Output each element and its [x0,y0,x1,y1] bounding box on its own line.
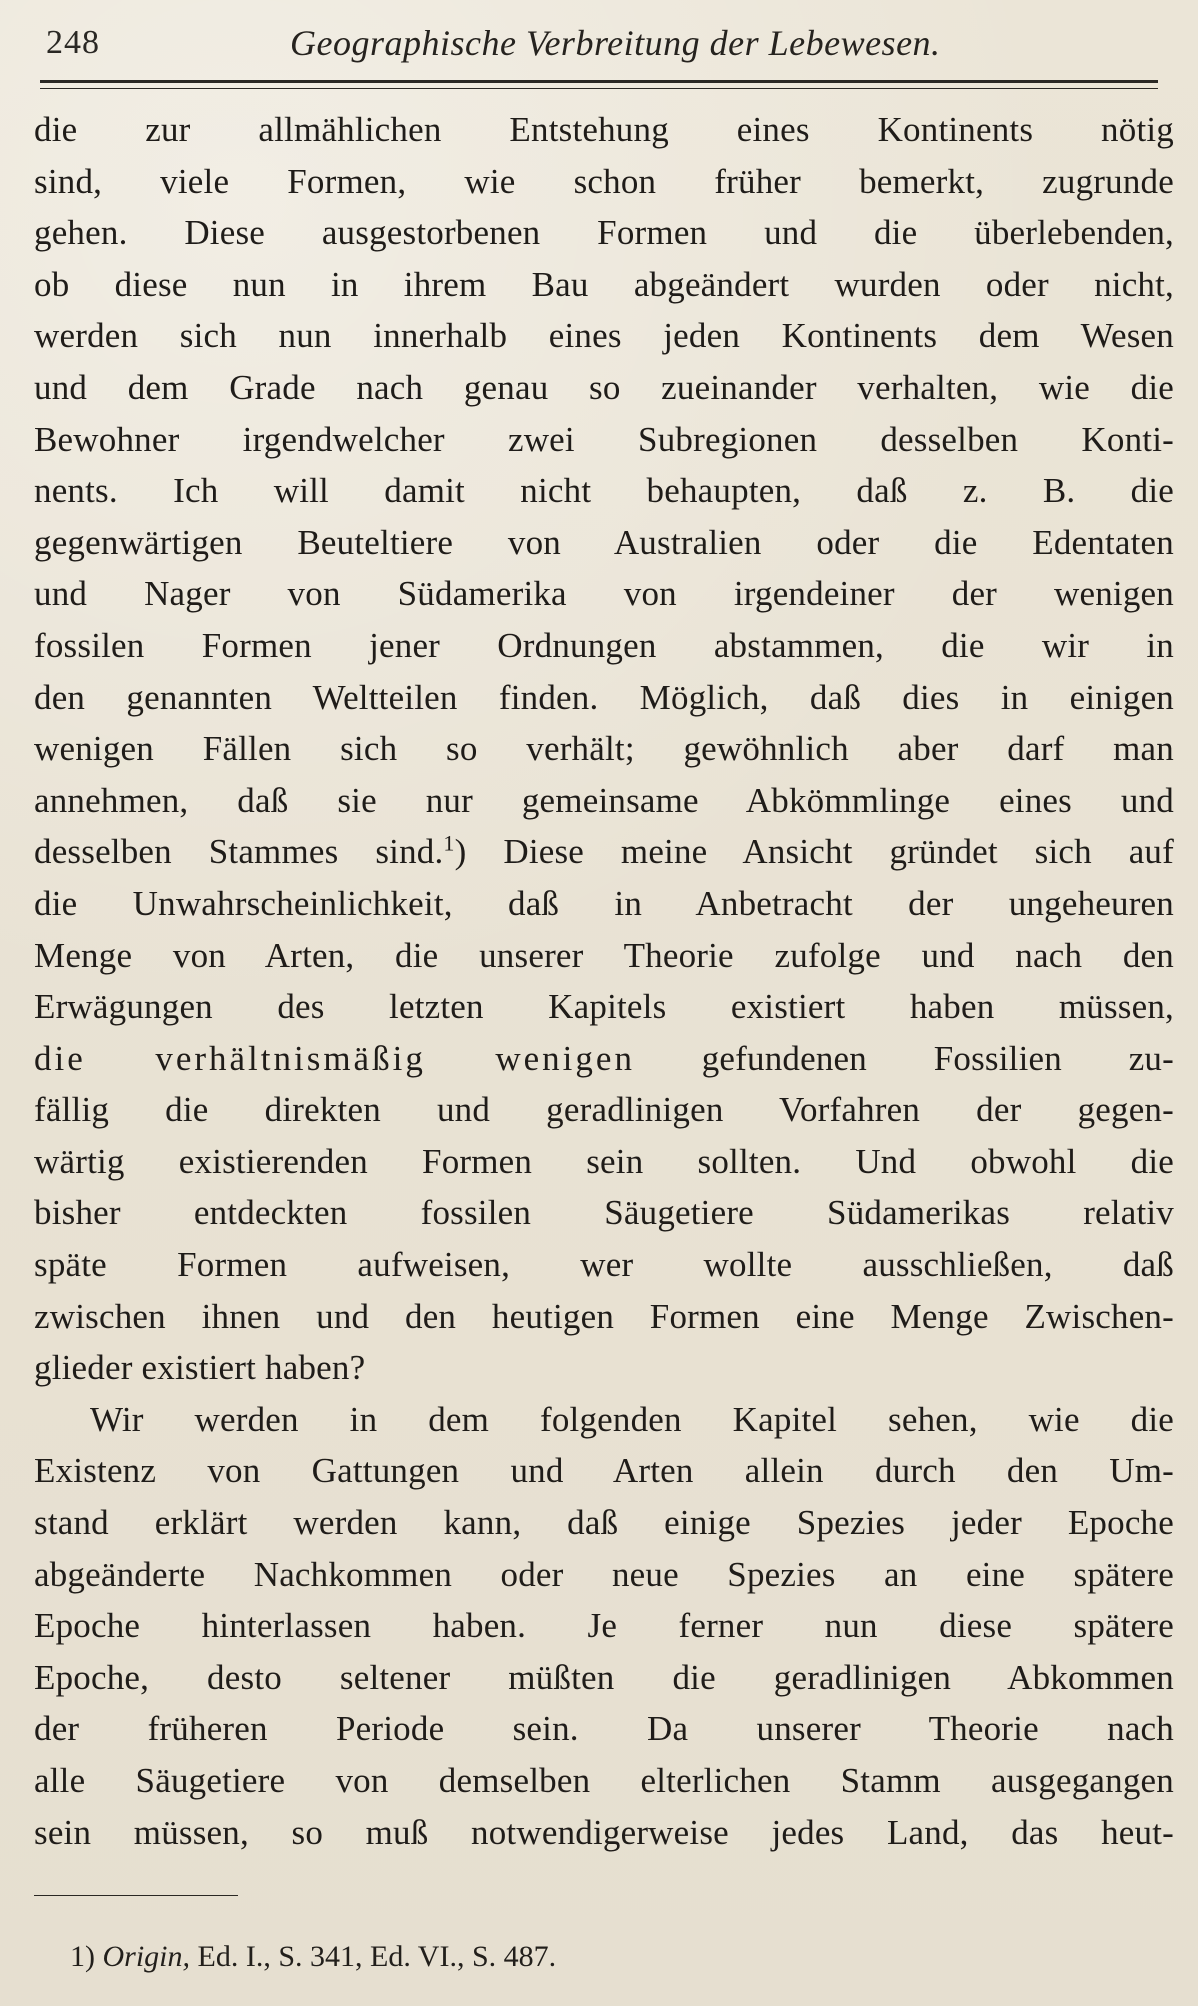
header-rule-thin [40,88,1158,89]
text-line: ob diese nun in ihrem Bau abgeändert wurden oder nicht, [34,264,1174,304]
emphasized-text: die verhältnismäßig wenigen [34,1038,635,1078]
text-line-paragraph-end: glieder existiert haben? [34,1348,366,1388]
footnote-number: 1) [70,1940,95,1973]
footnote-rule [34,1895,238,1896]
text-line-with-footnote [34,826,1174,878]
text-line: abgeänderte Nachkommen oder neue Spezies an eine spätere [34,1554,1174,1594]
text-line: sind, viele Formen, wie schon früher bemerkt, zugrunde [34,161,1174,201]
text-line: Bewohner irgendwelcher zwei Subregionen desselben Konti- [34,419,1174,459]
header-rule [40,80,1158,83]
page-header [40,18,1158,78]
text-line: gehen. Diese ausgestorbenen Formen und die überlebenden, [34,213,1174,253]
text-line: den genannten Weltteilen finden. Möglich, daß dies in einigen [34,677,1174,717]
body-text [34,104,1174,1858]
text-line: Epoche, desto seltener müßten die geradlinigen Abkommen [34,1657,1174,1697]
running-title: Geographische Verbreitung der Lebewesen. [290,23,941,63]
text-line-emphasis [34,1033,1174,1085]
text-line: der früheren Periode sein. Da unserer Theorie nach [34,1709,1174,1749]
text-segment: desselben Stammes sind. [34,832,444,872]
text-line: Menge von Arten, die unserer Theorie zufolge und nach den [34,935,1174,975]
text-line: wenigen Fällen sich so verhält; gewöhnlich aber darf man [34,729,1174,769]
text-line: nents. Ich will damit nicht behaupten, daß z. B. die [34,471,1174,511]
text-line: und Nager von Südamerika von irgendeiner der wenigen [34,574,1174,614]
text-line: und dem Grade nach genau so zueinander verhalten, wie die [34,367,1174,407]
footnote-reference-text: Ed. I., S. 341, Ed. VI., S. 487. [197,1940,557,1973]
text-line: Erwägungen des letzten Kapitels existiert haben müssen, [34,987,1174,1027]
footnote-source-title: Origin, [102,1940,191,1973]
text-line: zwischen ihnen und den heutigen Formen eine Menge Zwischen- [34,1296,1174,1336]
text-line: annehmen, daß sie nur gemeinsame Abkömmlinge eines und [34,780,1174,820]
text-line: die zur allmählichen Entstehung eines Kontinents nötig [34,110,1174,149]
text-line: späte Formen aufweisen, wer wollte ausschließen, daß [34,1245,1174,1285]
text-line: stand erklärt werden kann, daß einige Spezies jeder Epoche [34,1503,1174,1543]
text-line: werden sich nun innerhalb eines jeden Kontinents dem Wesen [34,316,1174,356]
text-line: wärtig existierenden Formen sein sollten. Und obwohl die [34,1141,1174,1181]
text-line: bisher entdeckten fossilen Säugetiere Südamerikas relativ [34,1193,1174,1233]
text-line: Existenz von Gattungen und Arten allein durch den Um- [34,1451,1174,1491]
text-line: gegenwärtigen Beuteltiere von Australien oder die Edentaten [34,522,1174,562]
footnote-reference: 1 [443,830,455,856]
page-number: 248 [46,24,100,61]
text-line: fällig die direkten und geradlinigen Vorfahren der gegen- [34,1090,1174,1130]
text-segment: gefundenen Fossilien zu- [634,1038,1174,1078]
paragraph-first-line: Wir werden in dem folgenden Kapitel sehen, wie die [90,1399,1174,1439]
text-line: die Unwahrscheinlichkeit, daß in Anbetracht der ungeheuren [34,883,1174,923]
text-line: sein müssen, so muß notwendigerweise jedes Land, das heut- [34,1812,1174,1852]
text-line: alle Säugetiere von demselben elterlichen Stamm ausgegangen [34,1761,1174,1800]
text-segment: ) Diese meine Ansicht gründet sich auf [454,832,1174,872]
text-line: Epoche hinterlassen haben. Je ferner nun diese spätere [34,1606,1174,1646]
footnote [70,1940,556,1974]
text-line: fossilen Formen jener Ordnungen abstammen, die wir in [34,625,1174,665]
